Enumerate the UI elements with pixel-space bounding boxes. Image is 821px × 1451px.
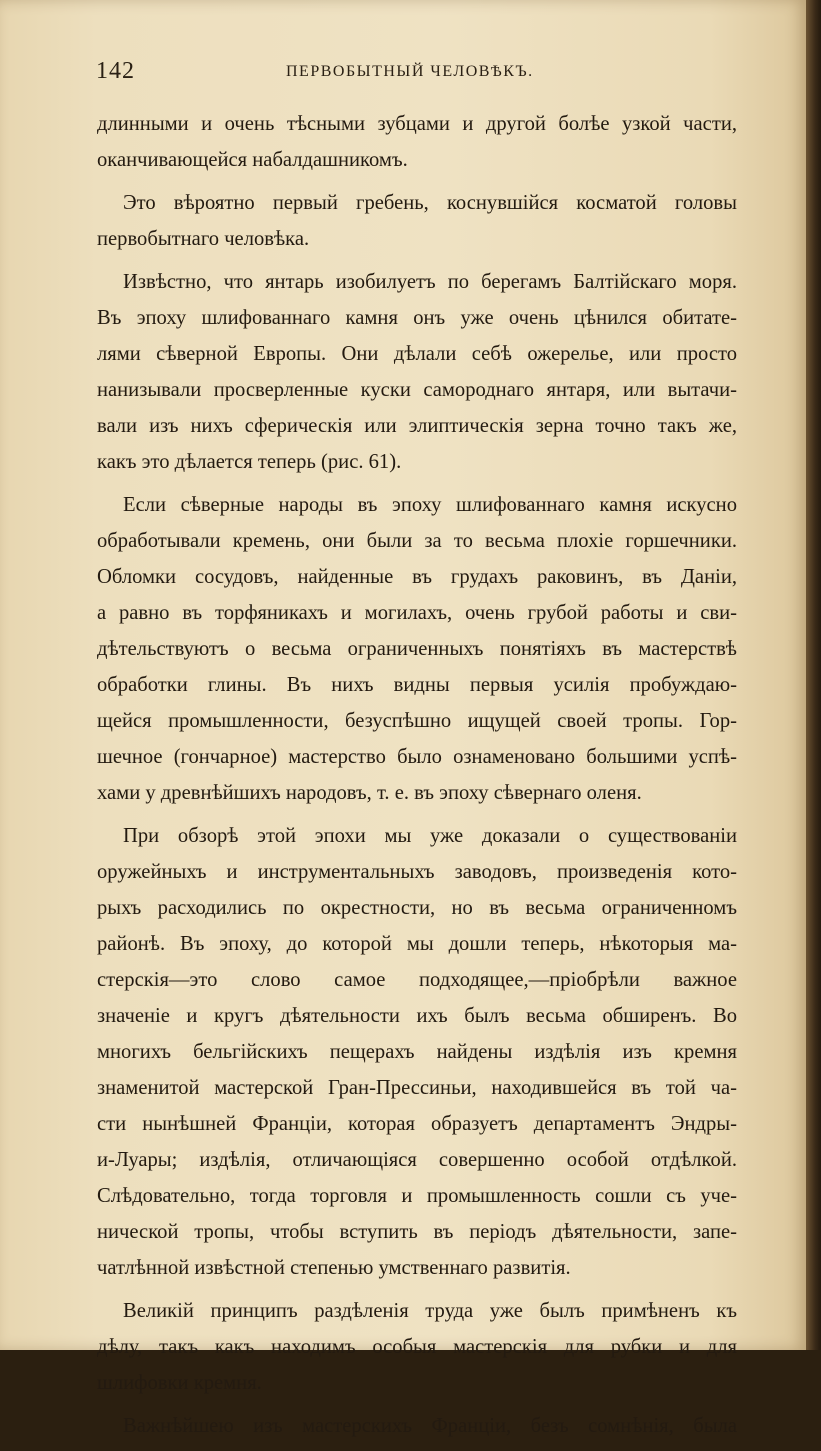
text-line: обработки глины. Въ нихъ видны первыя усилія пробуждаю- [97,674,737,696]
text-line: чатлѣнной извѣстной степенью умственнаго развитія. [97,1257,571,1279]
body-text [97,106,737,1451]
text-line: Великій принципъ раздѣленія труда уже былъ примѣненъ къ [123,1300,737,1322]
text-line: значеніе и кругъ дѣятельности ихъ былъ весьма обширенъ. Во [97,1005,737,1027]
text-line: Обломки сосудовъ, найденные въ грудахъ раковинъ, въ Даніи, [97,566,737,588]
text-line: Если сѣверные народы въ эпоху шлифованнаго камня искусно [123,494,737,516]
text-line: Въ эпоху шлифованнаго камня онъ уже очень цѣнился обитате- [97,307,737,329]
paragraph [97,1293,737,1401]
text-line: стерскія—это слово самое подходящее,—пріобрѣли важное [97,969,737,991]
text-line: рыхъ расходились по окрестности, но въ весьма ограниченномъ [97,897,737,919]
text-line: дѣтельствуютъ о весьма ограниченныхъ понятіяхъ въ мастерствѣ [97,638,737,660]
text-line: районѣ. Въ эпоху, до которой мы дошли теперь, нѣкоторыя ма- [97,933,737,955]
text-line: нанизывали просверленные куски самороднаго янтаря, или вытачи- [97,379,737,401]
text-line: шечное (гончарное) мастерство было ознаменовано большими успѣ- [97,746,737,768]
book-spine [806,0,821,1350]
text-line: сти нынѣшней Франціи, которая образуетъ департаментъ Эндры- [97,1113,737,1135]
text-line: Важнѣйшею изъ мастерскихъ Франціи, безъ сомнѣнія, была [123,1415,737,1437]
text-line: обработывали кремень, они были за то весьма плохіе горшечники. [97,530,737,552]
text-line: какъ это дѣлается теперь (рис. 61). [97,451,402,473]
text-line: а равно въ торфяникахъ и могилахъ, очень грубой работы и сви- [97,602,737,624]
text-line: нической тропы, чтобы вступить въ періодъ дѣятельности, запе- [97,1221,737,1243]
text-line: лями сѣверной Европы. Они дѣлали себѣ ожерелье, или просто [97,343,737,365]
text-line: При обзорѣ этой эпохи мы уже доказали о существованіи [123,825,737,847]
text-line: шлифовки кремня. [97,1372,262,1394]
text-line: Слѣдовательно, тогда торговля и промышленность сошли съ уче- [97,1185,737,1207]
page-header [96,58,736,88]
paragraph [97,106,737,178]
text-line: щейся промышленности, безуспѣшно ищущей своей тропы. Гор- [97,710,737,732]
text-line: длинными и очень тѣсными зубцами и другой болѣе узкой части, [97,113,737,135]
text-line: хами у древнѣйшихъ народовъ, т. е. въ эпоху сѣвернаго оленя. [97,782,642,804]
paragraph [97,264,737,480]
paragraph [97,185,737,257]
text-line: и-Луары; издѣлія, отличающіяся совершенно особой отдѣлкой. [97,1149,737,1171]
text-line: первобытнаго человѣка. [97,228,310,250]
page-number: 142 [96,58,135,84]
text-line: оружейныхъ и инструментальныхъ заводовъ, произведенія кото- [97,861,737,883]
running-head: ПЕРВОБЫТНЫЙ ЧЕЛОВѢКЪ. [286,63,534,80]
text-line: многихъ бельгійскихъ пещерахъ найдены издѣлія изъ кремня [97,1041,737,1063]
paragraph [97,487,737,811]
text-line: Извѣстно, что янтарь изобилуетъ по берегамъ Балтійскаго моря. [123,271,737,293]
text-line: дѣлу, такъ какъ находимъ особыя мастерскія для рубки и для [97,1336,737,1358]
paragraph [97,818,737,1286]
text-line: вали изъ нихъ сферическія или элиптическія зерна точно такъ же, [97,415,737,437]
paragraph [97,1408,737,1444]
text-line: оканчивающейся набалдашникомъ. [97,149,408,171]
text-line: Это вѣроятно первый гребень, коснувшійся косматой головы [123,192,737,214]
text-line: знаменитой мастерской Гран-Прессиньи, находившейся въ той ча- [97,1077,737,1099]
